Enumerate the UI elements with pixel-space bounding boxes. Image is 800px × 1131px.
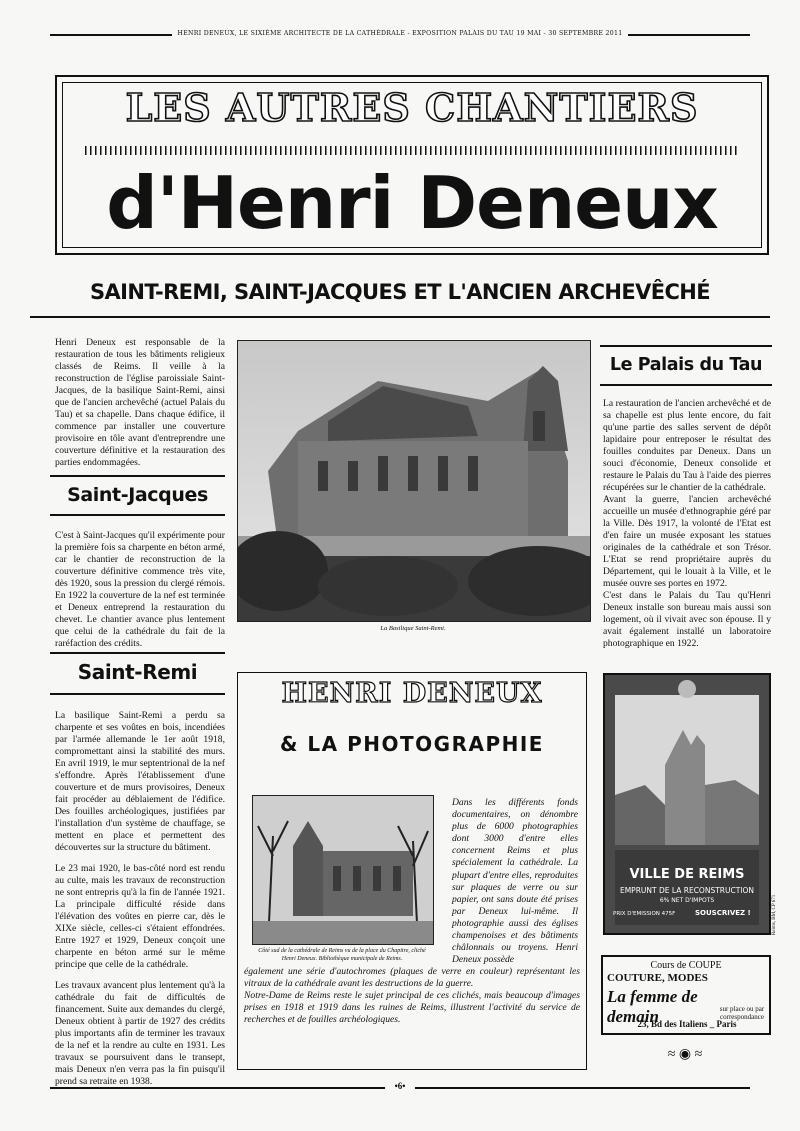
title-line-1: LES AUTRES CHANTIERS	[125, 85, 699, 130]
rule	[50, 693, 225, 695]
rule	[600, 345, 772, 347]
photo-box-text-full-2: Notre-Dame de Reims reste le sujet principal de ces clichés, mais beaucoup d'images prises en 1918 et 1919 dans les ruines de Reims, illustrent l'activité du service de recherches et de fouilles archéologiques.	[244, 990, 580, 1025]
rule	[50, 475, 225, 477]
heading-palais-du-tau: Le Palais du Tau	[609, 355, 763, 375]
saint-remi-p2: Le 23 mai 1920, le bas-côté nord est rendu au culte, mais les travaux de reconstruction ne sont entrepris qu'à la fin de l'année 1921. La principale difficulté réside dans l'élévation des voûtes en pierre car, dès le XIXe siècle, celles-ci s'étaient effondrées. Entre 1927 et 1929, Deneux conçoit une charpente en béton armé sur le même principe que celle de la cathédrale.	[55, 863, 225, 970]
photo-box-text-full	[244, 966, 580, 1026]
cathedral-photo	[252, 795, 434, 945]
poster-line-3: 6% NET D'IMPOTS	[659, 897, 715, 904]
poster-line-4: PRIX D'EMISSION 475F	[613, 911, 676, 917]
photo-box-title-1: HENRI DENEUX	[281, 678, 543, 709]
running-header: HENRI DENEUX, LE SIXIÈME ARCHITECTE DE LA CATHÉDRALE - EXPOSITION PALAIS DU TAU 19 MAI - 30 SEPTEMBRE 2011	[0, 30, 800, 37]
ad-line-3: La femme de demain	[607, 987, 698, 1026]
ad-line-5: 23, Bd des Italiens _ Paris	[637, 1019, 737, 1029]
ad-line-2: COUTURE, MODES	[607, 972, 708, 984]
poster-credit: Reims, BM, CP 671	[772, 894, 777, 935]
poster-line-1: VILLE DE REIMS	[629, 867, 745, 882]
basilique-photo	[237, 340, 591, 622]
subtitle-rule	[30, 316, 770, 318]
rule	[600, 384, 772, 386]
intro-text: Henri Deneux est responsable de la restauration de tous les bâtiments religieux classés de Reims. Il veille à la reconstruction de l'église paroissiale Saint-Jacques, de la basilique Saint-Remi, ainsi que de l'ancien archevêché (actuel Palais du Tau) et sa chapelle. Dans chaque édifice, il commence par installer une couverture provisoire en tôle avant d'entreprendre une couverture définitive et la restauration des parties endommagées.	[55, 337, 225, 468]
saint-remi-text	[55, 710, 225, 1088]
title-box	[55, 75, 769, 255]
saint-remi-p1: La basilique Saint-Remi a perdu sa charpente et ses voûtes en bois, incendiées par l'armée allemande le 1er août 1918, compromettant ainsi la stabilité des murs. En avril 1919, le mur septentrional de la nef s'effondre. Après l'établissement d'une couverture et de murs provisoires, Deneux fait procéder au déblaiement de l'édifice. Des fouilles archéologiques, justifiées par l'installation d'un système de chauffage, se mettent en place et permettent des découvertes sur la structure du bâtiment.	[55, 710, 225, 853]
palais-text	[603, 398, 771, 650]
page-number: •6•	[385, 1081, 415, 1091]
poster-line-5: SOUSCRIVEZ !	[695, 909, 751, 917]
title-tick-rule	[85, 146, 739, 155]
rule	[50, 652, 225, 654]
basilique-caption: La Basilique Saint-Remi.	[380, 625, 446, 632]
heading-saint-remi: Saint-Remi	[77, 660, 198, 684]
title-line-2: d'Henri Deneux	[106, 161, 718, 245]
ad-line-4: sur place ou par correspondance	[719, 1005, 765, 1021]
heading-saint-jacques: Saint-Jacques	[67, 484, 208, 506]
fashion-ad	[601, 955, 771, 1035]
poster-line-2: EMPRUNT DE LA RECONSTRUCTION	[619, 886, 755, 895]
rule	[50, 514, 225, 516]
photo-box-text-full-1: également une série d'autochromes (plaques de verre en couleur) représentant les vitraux de la cathédrale avant les destructions de la guerre.	[244, 966, 580, 989]
ornament-icon: ≈ ◉ ≈	[667, 1047, 703, 1062]
ad-line-1: Cours de COUPE	[650, 960, 722, 971]
palais-p3: C'est dans le Palais du Tau qu'Henri Deneux installe son bureau mais aussi son logement, où il vivait avec son épouse. Il y avait également installé un laboratoire photographique en 1922.	[603, 590, 771, 649]
photo-box-title-2: & LA PHOTOGRAPHIE	[280, 732, 544, 756]
palais-p1: La restauration de l'ancien archevêché et de sa chapelle est plus lente encore, du fait qu'une partie des salles servent de dépôt lapidaire pour entreposer le résultat des fouilles conduites par Deneux. Dans un souci d'économie, Deneux consolide et restaure le Palais du Tau à l'aide des pierres récupérées sur le chantier de la cathédrale.	[603, 398, 771, 493]
subtitle: SAINT-REMI, SAINT-JACQUES ET L'ANCIEN ARCHEVÊCHÉ	[89, 280, 711, 304]
saint-remi-p3: Les travaux avancent plus lentement qu'à la cathédrale du fait de difficultés de financement. Suite aux demandes du clergé, Deneux obtient à partir de 1927 des crédits plus importants afin de terminer les travaux de la nef et la rendre au culte en 1931. Les travaux se poursuivent dans le transept, mais Deneux n'en verra pas la fin puisqu'il prend sa retraite en 1938.	[55, 980, 225, 1087]
reconstruction-poster	[603, 673, 771, 935]
palais-p2: Avant la guerre, l'ancien archevêché accueille un musée d'ethnographie géré par la Ville. Dès 1917, la volonté de l'Etat est d'en faire un musée exposant les statues originales de la cathédrale et son Trésor. L'Etat se rend propriétaire auprès du Département, qui le louait à la Ville, et le musée ouvre ses portes en 1972.	[603, 494, 771, 589]
saint-jacques-text: C'est à Saint-Jacques qu'il expérimente pour la première fois sa charpente en béton armé, car le chantier de reconstruction de la couverture définitive commence très vite, dès 1920, sous la pression du clergé rémois. En 1922 la couverture de la nef est terminée et Deneux entreprend la restauration du chevet. Le chantier avance plus lentement que celui de la cathédrale du fait de la raréfaction des crédits.	[55, 530, 225, 649]
photo-box-text-right: Dans les différents fonds documentaires, on dénombre plus de 6000 photographies dont 3000 d'entre elles concernent Reims et plus spécialement la cathédrale. La plupart d'entre elles, reproduites sur plaques de verre ou sur papier, ont sans doute été prises par Deneux lui-même. Il photographie aussi des églises champenoises et des bâtiments châlonnais ou troyens. Henri Deneux possède	[452, 797, 578, 966]
cathedral-caption: Côté sud de la cathédrale de Reims vu de la place du Chapitre, cliché Henri Deneux. Bibliothèque municipale de Reims.	[258, 948, 426, 962]
